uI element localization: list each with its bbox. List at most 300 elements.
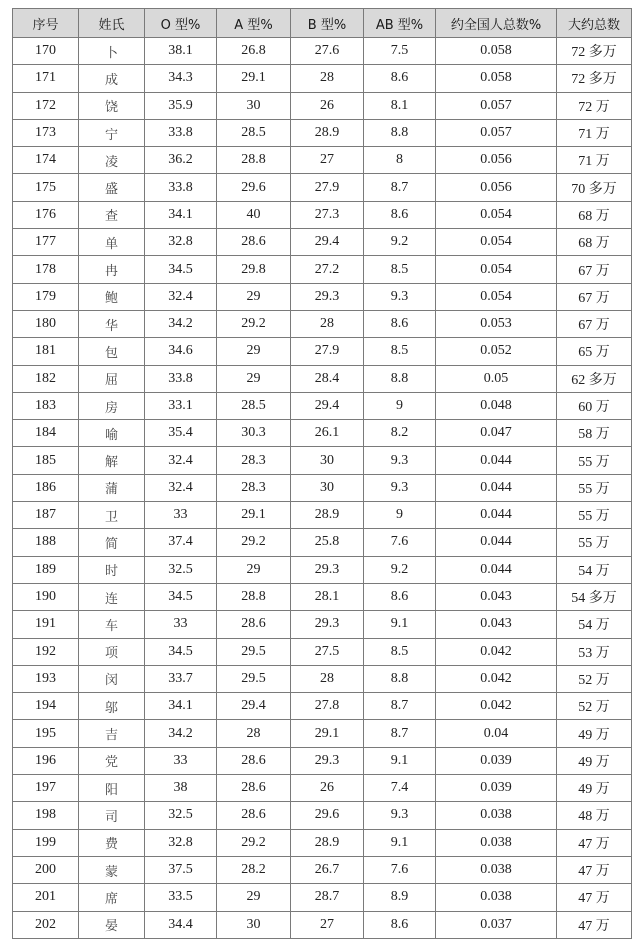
table-row	[13, 338, 632, 365]
cell-col-approx-total: 72 多万	[557, 65, 632, 92]
cell-col-type-o: 33.8	[145, 119, 217, 146]
cell-col-national-percent: 0.044	[436, 529, 557, 556]
cell-col-approx-total: 67 万	[557, 310, 632, 337]
cell-col-type-o: 36.2	[145, 147, 217, 174]
cell-col-surname: 费	[79, 829, 145, 856]
cell-col-type-o: 32.8	[145, 829, 217, 856]
cell-col-surname: 饶	[79, 92, 145, 119]
cell-col-type-o: 34.5	[145, 256, 217, 283]
cell-col-approx-total: 49 万	[557, 747, 632, 774]
cell-col-approx-total: 58 万	[557, 420, 632, 447]
header-col-type-a: A 型%	[217, 9, 291, 38]
table-row	[13, 802, 632, 829]
cell-col-type-ab: 7.4	[364, 775, 436, 802]
table-row	[13, 884, 632, 911]
table-row	[13, 693, 632, 720]
cell-col-type-b: 29.3	[291, 283, 364, 310]
cell-col-index: 174	[13, 147, 79, 174]
cell-col-national-percent: 0.05	[436, 365, 557, 392]
cell-col-type-a: 29.5	[217, 665, 291, 692]
cell-col-approx-total: 47 万	[557, 829, 632, 856]
cell-col-type-a: 28.6	[217, 747, 291, 774]
header-col-index: 序号	[13, 9, 79, 38]
table-row	[13, 392, 632, 419]
cell-col-approx-total: 55 万	[557, 447, 632, 474]
cell-col-national-percent: 0.056	[436, 174, 557, 201]
table-row	[13, 720, 632, 747]
cell-col-type-b: 27.9	[291, 174, 364, 201]
cell-col-national-percent: 0.048	[436, 392, 557, 419]
cell-col-type-b: 29.1	[291, 720, 364, 747]
blood-type-surname-table	[12, 8, 632, 939]
cell-col-approx-total: 48 万	[557, 802, 632, 829]
cell-col-type-a: 29.2	[217, 529, 291, 556]
cell-col-national-percent: 0.042	[436, 693, 557, 720]
cell-col-surname: 席	[79, 884, 145, 911]
cell-col-type-b: 29.6	[291, 802, 364, 829]
cell-col-type-ab: 9.1	[364, 829, 436, 856]
cell-col-national-percent: 0.042	[436, 638, 557, 665]
table-row	[13, 365, 632, 392]
cell-col-type-ab: 9.3	[364, 802, 436, 829]
cell-col-type-o: 33.1	[145, 392, 217, 419]
cell-col-approx-total: 67 万	[557, 283, 632, 310]
cell-col-type-o: 33.7	[145, 665, 217, 692]
cell-col-type-ab: 9.1	[364, 611, 436, 638]
cell-col-type-o: 37.4	[145, 529, 217, 556]
cell-col-type-b: 28.9	[291, 829, 364, 856]
cell-col-national-percent: 0.057	[436, 92, 557, 119]
cell-col-surname: 阳	[79, 775, 145, 802]
cell-col-surname: 成	[79, 65, 145, 92]
cell-col-type-ab: 8.9	[364, 884, 436, 911]
cell-col-type-o: 33	[145, 747, 217, 774]
cell-col-type-b: 28.7	[291, 884, 364, 911]
cell-col-type-ab: 9.3	[364, 474, 436, 501]
cell-col-type-b: 26	[291, 775, 364, 802]
cell-col-surname: 华	[79, 310, 145, 337]
cell-col-type-o: 35.4	[145, 420, 217, 447]
cell-col-national-percent: 0.039	[436, 747, 557, 774]
cell-col-type-a: 30.3	[217, 420, 291, 447]
cell-col-type-ab: 8.2	[364, 420, 436, 447]
cell-col-type-o: 38.1	[145, 38, 217, 65]
cell-col-type-ab: 8.6	[364, 911, 436, 938]
cell-col-index: 198	[13, 802, 79, 829]
cell-col-surname: 晏	[79, 911, 145, 938]
cell-col-national-percent: 0.044	[436, 474, 557, 501]
cell-col-surname: 车	[79, 611, 145, 638]
cell-col-approx-total: 71 万	[557, 119, 632, 146]
cell-col-type-b: 29.3	[291, 611, 364, 638]
cell-col-national-percent: 0.038	[436, 856, 557, 883]
cell-col-type-ab: 8.7	[364, 720, 436, 747]
cell-col-approx-total: 68 万	[557, 201, 632, 228]
cell-col-index: 183	[13, 392, 79, 419]
cell-col-index: 191	[13, 611, 79, 638]
header-row	[13, 9, 632, 38]
cell-col-approx-total: 72 万	[557, 92, 632, 119]
table-row	[13, 65, 632, 92]
cell-col-approx-total: 54 万	[557, 556, 632, 583]
cell-col-national-percent: 0.058	[436, 65, 557, 92]
cell-col-type-o: 32.4	[145, 447, 217, 474]
cell-col-surname: 喻	[79, 420, 145, 447]
cell-col-approx-total: 52 万	[557, 665, 632, 692]
cell-col-index: 177	[13, 229, 79, 256]
cell-col-index: 176	[13, 201, 79, 228]
cell-col-type-o: 33.8	[145, 174, 217, 201]
table-row	[13, 229, 632, 256]
cell-col-surname: 凌	[79, 147, 145, 174]
cell-col-surname: 单	[79, 229, 145, 256]
cell-col-type-a: 29.2	[217, 829, 291, 856]
cell-col-index: 170	[13, 38, 79, 65]
cell-col-type-ab: 8.7	[364, 174, 436, 201]
cell-col-index: 189	[13, 556, 79, 583]
cell-col-type-o: 33	[145, 611, 217, 638]
table-row	[13, 775, 632, 802]
cell-col-type-ab: 8.8	[364, 365, 436, 392]
table-row	[13, 474, 632, 501]
cell-col-type-a: 30	[217, 92, 291, 119]
cell-col-index: 182	[13, 365, 79, 392]
cell-col-type-a: 29.2	[217, 310, 291, 337]
cell-col-type-b: 28.4	[291, 365, 364, 392]
table-row	[13, 174, 632, 201]
cell-col-type-a: 29	[217, 283, 291, 310]
cell-col-approx-total: 52 万	[557, 693, 632, 720]
cell-col-type-a: 28.6	[217, 611, 291, 638]
cell-col-type-a: 28.6	[217, 229, 291, 256]
cell-col-national-percent: 0.056	[436, 147, 557, 174]
cell-col-type-a: 28.2	[217, 856, 291, 883]
table-row	[13, 92, 632, 119]
cell-col-surname: 司	[79, 802, 145, 829]
cell-col-surname: 蒲	[79, 474, 145, 501]
cell-col-national-percent: 0.044	[436, 556, 557, 583]
cell-col-type-b: 28	[291, 310, 364, 337]
table-row	[13, 447, 632, 474]
cell-col-type-o: 38	[145, 775, 217, 802]
cell-col-index: 202	[13, 911, 79, 938]
cell-col-national-percent: 0.043	[436, 583, 557, 610]
cell-col-surname: 查	[79, 201, 145, 228]
cell-col-approx-total: 53 万	[557, 638, 632, 665]
cell-col-type-b: 28.9	[291, 119, 364, 146]
cell-col-type-b: 28	[291, 665, 364, 692]
cell-col-approx-total: 70 多万	[557, 174, 632, 201]
table-row	[13, 556, 632, 583]
cell-col-national-percent: 0.04	[436, 720, 557, 747]
cell-col-index: 181	[13, 338, 79, 365]
cell-col-approx-total: 49 万	[557, 720, 632, 747]
header-col-surname: 姓氏	[79, 9, 145, 38]
table-row	[13, 856, 632, 883]
cell-col-index: 185	[13, 447, 79, 474]
cell-col-index: 173	[13, 119, 79, 146]
cell-col-type-ab: 8.1	[364, 92, 436, 119]
cell-col-type-a: 29	[217, 556, 291, 583]
cell-col-index: 201	[13, 884, 79, 911]
cell-col-type-a: 28.6	[217, 775, 291, 802]
cell-col-type-ab: 8.6	[364, 310, 436, 337]
cell-col-surname: 蒙	[79, 856, 145, 883]
cell-col-type-o: 34.4	[145, 911, 217, 938]
cell-col-surname: 邬	[79, 693, 145, 720]
cell-col-type-o: 34.2	[145, 310, 217, 337]
table-row	[13, 256, 632, 283]
cell-col-type-ab: 8.5	[364, 338, 436, 365]
cell-col-approx-total: 47 万	[557, 856, 632, 883]
header-col-type-ab: AB 型%	[364, 9, 436, 38]
cell-col-approx-total: 65 万	[557, 338, 632, 365]
cell-col-index: 180	[13, 310, 79, 337]
cell-col-type-o: 37.5	[145, 856, 217, 883]
cell-col-index: 171	[13, 65, 79, 92]
cell-col-type-b: 28	[291, 65, 364, 92]
table-row	[13, 420, 632, 447]
cell-col-type-ab: 8.6	[364, 583, 436, 610]
cell-col-type-a: 28.5	[217, 119, 291, 146]
cell-col-index: 194	[13, 693, 79, 720]
cell-col-approx-total: 60 万	[557, 392, 632, 419]
cell-col-index: 186	[13, 474, 79, 501]
cell-col-approx-total: 47 万	[557, 884, 632, 911]
cell-col-type-a: 29.6	[217, 174, 291, 201]
cell-col-surname: 冉	[79, 256, 145, 283]
cell-col-index: 190	[13, 583, 79, 610]
cell-col-type-ab: 8	[364, 147, 436, 174]
cell-col-surname: 党	[79, 747, 145, 774]
cell-col-surname: 盛	[79, 174, 145, 201]
cell-col-type-ab: 9	[364, 392, 436, 419]
cell-col-type-o: 32.5	[145, 556, 217, 583]
cell-col-surname: 卫	[79, 502, 145, 529]
cell-col-type-o: 33.8	[145, 365, 217, 392]
cell-col-type-a: 28.5	[217, 392, 291, 419]
header-col-approx-total: 大约总数	[557, 9, 632, 38]
cell-col-approx-total: 71 万	[557, 147, 632, 174]
cell-col-national-percent: 0.057	[436, 119, 557, 146]
cell-col-type-ab: 8.8	[364, 665, 436, 692]
cell-col-surname: 连	[79, 583, 145, 610]
cell-col-type-ab: 7.5	[364, 38, 436, 65]
cell-col-type-ab: 8.7	[364, 693, 436, 720]
table-row	[13, 665, 632, 692]
cell-col-type-ab: 9.3	[364, 447, 436, 474]
cell-col-type-ab: 8.6	[364, 65, 436, 92]
cell-col-type-ab: 9.2	[364, 229, 436, 256]
cell-col-type-o: 32.5	[145, 802, 217, 829]
cell-col-surname: 卜	[79, 38, 145, 65]
cell-col-index: 195	[13, 720, 79, 747]
header-col-national-percent: 约全国人总数%	[436, 9, 557, 38]
table-row	[13, 583, 632, 610]
cell-col-type-a: 29	[217, 365, 291, 392]
table-row	[13, 529, 632, 556]
cell-col-surname: 鲍	[79, 283, 145, 310]
cell-col-index: 187	[13, 502, 79, 529]
cell-col-type-b: 27.8	[291, 693, 364, 720]
cell-col-surname: 宁	[79, 119, 145, 146]
cell-col-type-a: 29.1	[217, 502, 291, 529]
cell-col-type-a: 40	[217, 201, 291, 228]
cell-col-type-ab: 9.2	[364, 556, 436, 583]
table-row	[13, 283, 632, 310]
cell-col-surname: 屈	[79, 365, 145, 392]
cell-col-index: 199	[13, 829, 79, 856]
cell-col-national-percent: 0.038	[436, 802, 557, 829]
cell-col-national-percent: 0.054	[436, 201, 557, 228]
cell-col-type-b: 27.5	[291, 638, 364, 665]
table-header	[13, 9, 632, 38]
cell-col-surname: 简	[79, 529, 145, 556]
cell-col-type-ab: 7.6	[364, 529, 436, 556]
cell-col-index: 197	[13, 775, 79, 802]
cell-col-type-a: 28.8	[217, 147, 291, 174]
cell-col-type-a: 29.8	[217, 256, 291, 283]
cell-col-approx-total: 55 万	[557, 474, 632, 501]
cell-col-index: 179	[13, 283, 79, 310]
cell-col-national-percent: 0.054	[436, 229, 557, 256]
table-row	[13, 611, 632, 638]
cell-col-surname: 房	[79, 392, 145, 419]
cell-col-national-percent: 0.054	[436, 256, 557, 283]
cell-col-approx-total: 47 万	[557, 911, 632, 938]
cell-col-index: 188	[13, 529, 79, 556]
table-row	[13, 747, 632, 774]
table-row	[13, 829, 632, 856]
cell-col-type-a: 28.6	[217, 802, 291, 829]
cell-col-type-b: 26	[291, 92, 364, 119]
cell-col-national-percent: 0.053	[436, 310, 557, 337]
cell-col-type-ab: 9.1	[364, 747, 436, 774]
cell-col-surname: 时	[79, 556, 145, 583]
header-col-type-o: O 型%	[145, 9, 217, 38]
cell-col-index: 184	[13, 420, 79, 447]
cell-col-national-percent: 0.038	[436, 829, 557, 856]
cell-col-type-o: 32.4	[145, 283, 217, 310]
cell-col-approx-total: 67 万	[557, 256, 632, 283]
cell-col-type-ab: 8.5	[364, 256, 436, 283]
table-row	[13, 119, 632, 146]
cell-col-type-b: 26.1	[291, 420, 364, 447]
cell-col-surname: 包	[79, 338, 145, 365]
cell-col-national-percent: 0.038	[436, 884, 557, 911]
header-col-type-b: B 型%	[291, 9, 364, 38]
cell-col-approx-total: 54 万	[557, 611, 632, 638]
cell-col-index: 178	[13, 256, 79, 283]
cell-col-type-b: 28.1	[291, 583, 364, 610]
cell-col-type-a: 28.8	[217, 583, 291, 610]
cell-col-national-percent: 0.044	[436, 502, 557, 529]
cell-col-type-ab: 9	[364, 502, 436, 529]
cell-col-type-o: 34.1	[145, 693, 217, 720]
cell-col-approx-total: 55 万	[557, 529, 632, 556]
cell-col-national-percent: 0.044	[436, 447, 557, 474]
cell-col-type-b: 29.3	[291, 556, 364, 583]
cell-col-surname: 吉	[79, 720, 145, 747]
cell-col-index: 172	[13, 92, 79, 119]
cell-col-type-a: 29.5	[217, 638, 291, 665]
cell-col-type-o: 34.2	[145, 720, 217, 747]
cell-col-type-o: 33.5	[145, 884, 217, 911]
cell-col-index: 175	[13, 174, 79, 201]
cell-col-approx-total: 55 万	[557, 502, 632, 529]
cell-col-type-a: 29.1	[217, 65, 291, 92]
cell-col-type-a: 30	[217, 911, 291, 938]
cell-col-national-percent: 0.047	[436, 420, 557, 447]
cell-col-national-percent: 0.043	[436, 611, 557, 638]
cell-col-type-b: 27.3	[291, 201, 364, 228]
cell-col-type-ab: 8.6	[364, 201, 436, 228]
cell-col-type-o: 34.5	[145, 638, 217, 665]
cell-col-surname: 闵	[79, 665, 145, 692]
cell-col-surname: 解	[79, 447, 145, 474]
cell-col-type-b: 30	[291, 447, 364, 474]
cell-col-type-ab: 7.6	[364, 856, 436, 883]
cell-col-national-percent: 0.058	[436, 38, 557, 65]
cell-col-national-percent: 0.052	[436, 338, 557, 365]
cell-col-type-b: 28.9	[291, 502, 364, 529]
cell-col-type-a: 26.8	[217, 38, 291, 65]
cell-col-approx-total: 72 多万	[557, 38, 632, 65]
cell-col-type-o: 34.5	[145, 583, 217, 610]
cell-col-type-ab: 8.5	[364, 638, 436, 665]
cell-col-type-b: 27.6	[291, 38, 364, 65]
cell-col-type-o: 34.1	[145, 201, 217, 228]
cell-col-type-a: 29.4	[217, 693, 291, 720]
cell-col-type-a: 28.3	[217, 447, 291, 474]
cell-col-type-b: 30	[291, 474, 364, 501]
cell-col-approx-total: 62 多万	[557, 365, 632, 392]
cell-col-type-o: 34.3	[145, 65, 217, 92]
cell-col-type-b: 29.4	[291, 229, 364, 256]
cell-col-type-a: 28	[217, 720, 291, 747]
cell-col-surname: 项	[79, 638, 145, 665]
cell-col-index: 192	[13, 638, 79, 665]
cell-col-type-o: 32.8	[145, 229, 217, 256]
cell-col-type-a: 29	[217, 884, 291, 911]
cell-col-national-percent: 0.042	[436, 665, 557, 692]
table-body	[13, 38, 632, 939]
cell-col-national-percent: 0.039	[436, 775, 557, 802]
cell-col-index: 196	[13, 747, 79, 774]
table-row	[13, 201, 632, 228]
cell-col-approx-total: 68 万	[557, 229, 632, 256]
cell-col-type-o: 35.9	[145, 92, 217, 119]
cell-col-type-o: 32.4	[145, 474, 217, 501]
table-row	[13, 310, 632, 337]
cell-col-type-ab: 9.3	[364, 283, 436, 310]
cell-col-national-percent: 0.037	[436, 911, 557, 938]
cell-col-type-b: 27	[291, 911, 364, 938]
cell-col-approx-total: 49 万	[557, 775, 632, 802]
cell-col-type-a: 29	[217, 338, 291, 365]
cell-col-type-b: 26.7	[291, 856, 364, 883]
cell-col-type-ab: 8.8	[364, 119, 436, 146]
cell-col-index: 193	[13, 665, 79, 692]
table-row	[13, 502, 632, 529]
cell-col-type-b: 27.2	[291, 256, 364, 283]
cell-col-type-b: 27	[291, 147, 364, 174]
cell-col-index: 200	[13, 856, 79, 883]
table-row	[13, 911, 632, 938]
cell-col-type-b: 27.9	[291, 338, 364, 365]
cell-col-type-b: 25.8	[291, 529, 364, 556]
table-row	[13, 38, 632, 65]
